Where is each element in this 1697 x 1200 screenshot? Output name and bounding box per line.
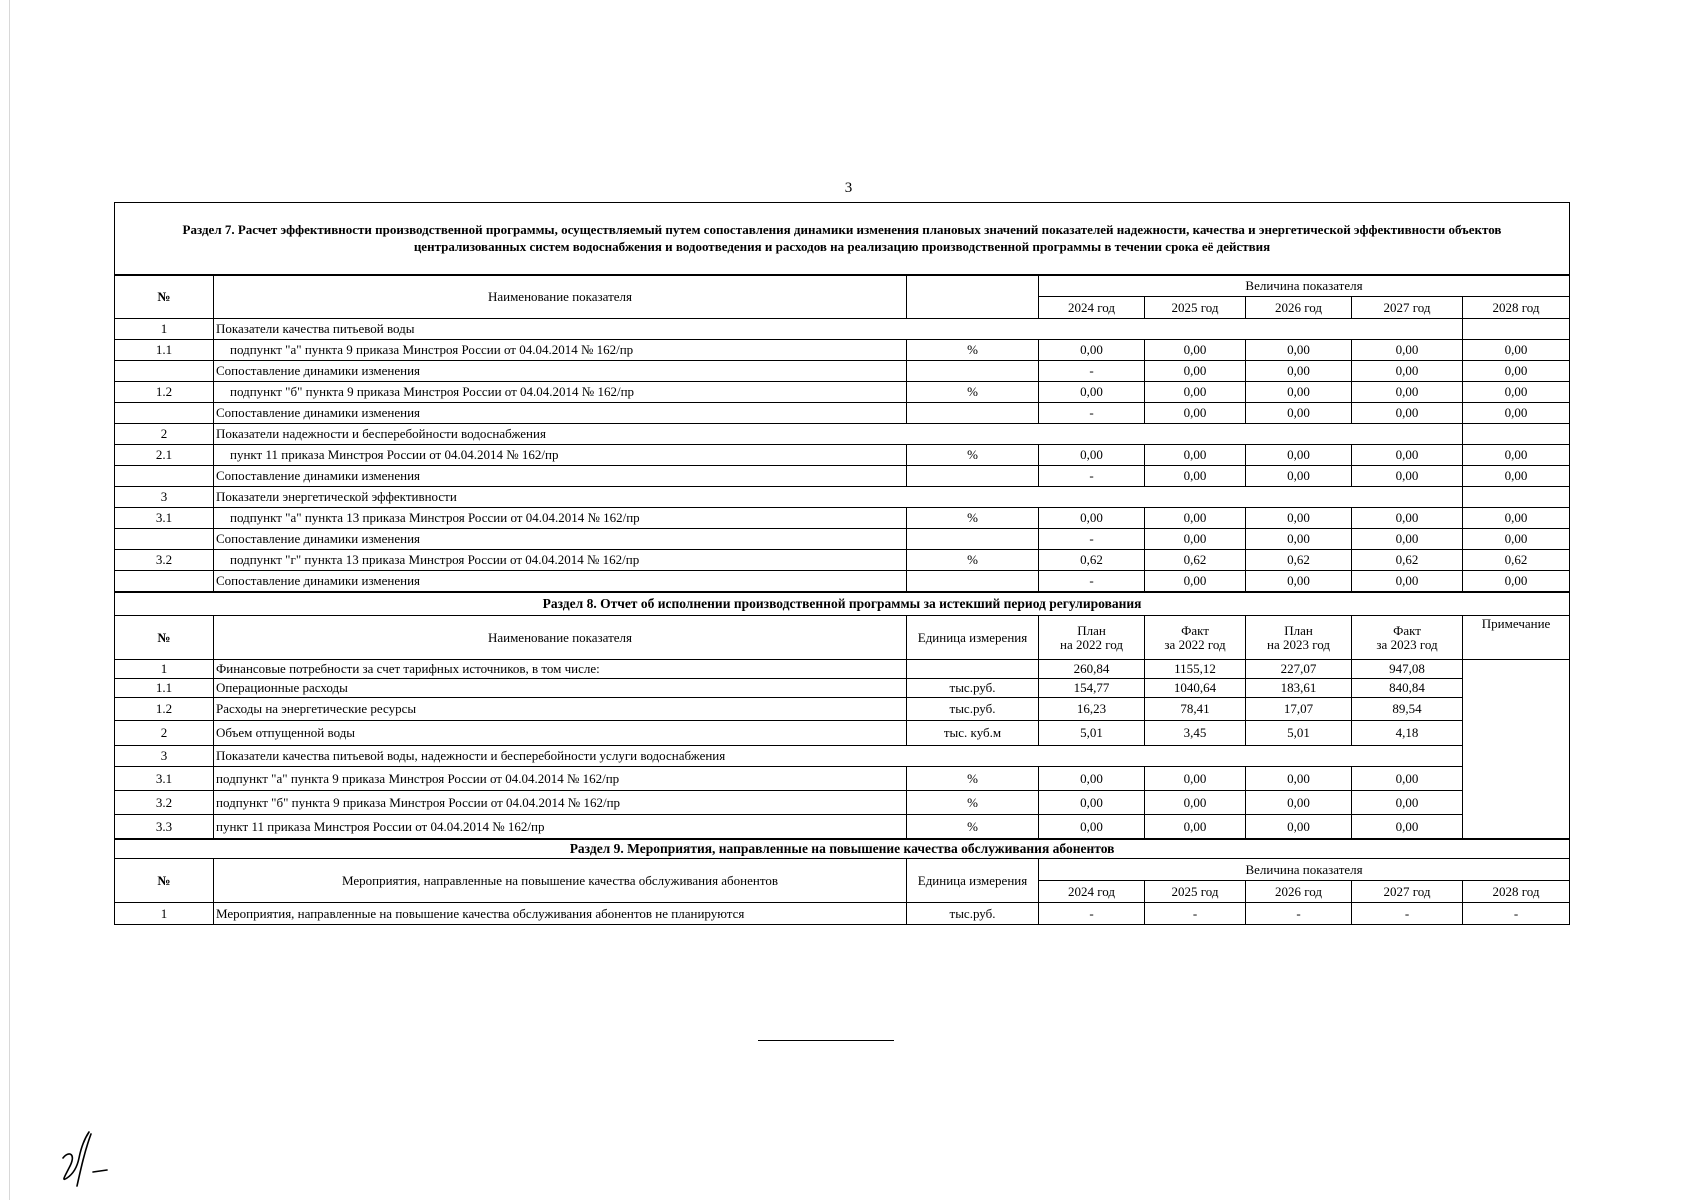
section8-title: Раздел 8. Отчет об исполнении производственной программы за истекший период регулирования xyxy=(115,593,1570,616)
value-cell: 0,00 xyxy=(1039,791,1145,815)
unit-cell: % xyxy=(907,508,1039,529)
section8-header-col xyxy=(1352,616,1463,660)
value-cell: 0,00 xyxy=(1145,767,1246,791)
unit-cell: тыс.руб. xyxy=(907,903,1039,925)
value-cell: 0,00 xyxy=(1246,382,1352,403)
section8-header-col xyxy=(1246,616,1352,660)
section7-header-year: 2026 год xyxy=(1246,297,1352,319)
value-cell: 0,00 xyxy=(1246,466,1352,487)
section7-compare-row xyxy=(115,466,1570,487)
indicator-name: Сопоставление динамики изменения xyxy=(214,529,907,550)
row-number: 3 xyxy=(115,746,214,767)
unit-cell xyxy=(907,571,1039,592)
section7-header-year: 2024 год xyxy=(1039,297,1145,319)
document-body xyxy=(114,202,1569,925)
value-cell: - xyxy=(1039,903,1145,925)
value-cell: 183,61 xyxy=(1246,679,1352,698)
section9-header-year: 2028 год xyxy=(1463,881,1570,903)
section8-item-row xyxy=(115,721,1570,746)
value-cell: - xyxy=(1039,403,1145,424)
section9-header-name: Мероприятия, направленные на повышение качества обслуживания абонентов xyxy=(214,859,907,903)
empty-cell xyxy=(1463,424,1570,445)
value-cell: 0,00 xyxy=(1145,466,1246,487)
row-number: 1 xyxy=(115,903,214,925)
section9-header-year: 2025 год xyxy=(1145,881,1246,903)
section7-title-table xyxy=(114,202,1570,275)
value-cell: 0,00 xyxy=(1352,508,1463,529)
indicator-name: Сопоставление динамики изменения xyxy=(214,403,907,424)
indicator-name: подпункт "г" пункта 13 приказа Минстроя России от 04.04.2014 № 162/пр xyxy=(214,550,907,571)
group-label: Показатели качества питьевой воды, надежности и бесперебойности услуги водоснабжения xyxy=(214,746,1463,767)
value-cell: 0,00 xyxy=(1246,508,1352,529)
section8-group-row xyxy=(115,746,1570,767)
section8-header-col xyxy=(1145,616,1246,660)
value-cell: - xyxy=(1145,903,1246,925)
section7-group-row xyxy=(115,487,1570,508)
value-cell: 0,00 xyxy=(1352,529,1463,550)
section7-header-unit xyxy=(907,276,1039,319)
section8-item-row xyxy=(115,660,1570,679)
section8-header-note: Примечание xyxy=(1463,616,1570,660)
value-cell: 0,00 xyxy=(1145,340,1246,361)
value-cell: 260,84 xyxy=(1039,660,1145,679)
section8-header-unit: Единица измерения xyxy=(907,616,1039,660)
value-cell: 0,00 xyxy=(1039,340,1145,361)
value-cell: 0,00 xyxy=(1145,382,1246,403)
value-cell: 78,41 xyxy=(1145,698,1246,721)
page-number: 3 xyxy=(844,180,853,196)
unit-cell: тыс.руб. xyxy=(907,679,1039,698)
section7-item-row xyxy=(115,550,1570,571)
section7-group-row xyxy=(115,424,1570,445)
section7-header-year: 2028 год xyxy=(1463,297,1570,319)
unit-cell xyxy=(907,529,1039,550)
value-cell: - xyxy=(1352,903,1463,925)
unit-cell: тыс.руб. xyxy=(907,698,1039,721)
row-number xyxy=(115,403,214,424)
indicator-name: Операционные расходы xyxy=(214,679,907,698)
value-cell: - xyxy=(1463,903,1570,925)
value-cell: 0,00 xyxy=(1039,382,1145,403)
header-line: План xyxy=(1284,622,1313,638)
section8-header-no: № xyxy=(115,616,214,660)
section9-table xyxy=(114,839,1570,925)
value-cell: 0,00 xyxy=(1246,529,1352,550)
row-number: 1.2 xyxy=(115,698,214,721)
value-cell: 16,23 xyxy=(1039,698,1145,721)
value-cell: 0,00 xyxy=(1246,445,1352,466)
value-cell: 0,00 xyxy=(1246,571,1352,592)
footer-separator-line xyxy=(758,1040,894,1041)
group-label: Показатели энергетической эффективности xyxy=(214,487,1463,508)
value-cell: 0,00 xyxy=(1246,403,1352,424)
value-cell: 0,00 xyxy=(1246,815,1352,839)
section9-header-value-group: Величина показателя xyxy=(1039,859,1570,881)
value-cell: 0,00 xyxy=(1246,361,1352,382)
value-cell: - xyxy=(1039,571,1145,592)
value-cell: 0,00 xyxy=(1352,815,1463,839)
group-label: Показатели надежности и бесперебойности водоснабжения xyxy=(214,424,1463,445)
section7-header-year: 2025 год xyxy=(1145,297,1246,319)
indicator-name: Расходы на энергетические ресурсы xyxy=(214,698,907,721)
value-cell: 0,00 xyxy=(1352,466,1463,487)
value-cell: 0,00 xyxy=(1463,445,1570,466)
value-cell: 0,00 xyxy=(1145,791,1246,815)
section9-item-row xyxy=(115,903,1570,925)
header-line: Факт xyxy=(1181,622,1209,638)
value-cell: 1040,64 xyxy=(1145,679,1246,698)
section9-title: Раздел 9. Мероприятия, направленные на повышение качества обслуживания абонентов xyxy=(115,840,1570,859)
header-line: на 2022 год xyxy=(1060,636,1123,652)
row-number: 3.3 xyxy=(115,815,214,839)
row-number: 1 xyxy=(115,660,214,679)
value-cell: 0,00 xyxy=(1145,529,1246,550)
indicator-name: подпункт "б" пункта 9 приказа Минстроя России от 04.04.2014 № 162/пр xyxy=(214,791,907,815)
header-line: за 2022 год xyxy=(1164,636,1226,652)
group-label: Показатели качества питьевой воды xyxy=(214,319,1463,340)
value-cell: 0,00 xyxy=(1145,508,1246,529)
unit-cell: % xyxy=(907,340,1039,361)
section9-header-no: № xyxy=(115,859,214,903)
value-cell: 0,00 xyxy=(1352,382,1463,403)
indicator-name: подпункт "а" пункта 13 приказа Минстроя России от 04.04.2014 № 162/пр xyxy=(214,508,907,529)
header-line: за 2023 год xyxy=(1376,636,1438,652)
section8-item-row xyxy=(115,679,1570,698)
section7-compare-row xyxy=(115,529,1570,550)
section8-item-row xyxy=(115,698,1570,721)
section7-item-row xyxy=(115,445,1570,466)
row-number xyxy=(115,571,214,592)
row-number: 3 xyxy=(115,487,214,508)
value-cell: 0,00 xyxy=(1145,571,1246,592)
section9-header-year: 2027 год xyxy=(1352,881,1463,903)
value-cell: 89,54 xyxy=(1352,698,1463,721)
section8-header-col xyxy=(1039,616,1145,660)
value-cell: 0,00 xyxy=(1246,791,1352,815)
section7-item-row xyxy=(115,382,1570,403)
row-number: 2 xyxy=(115,424,214,445)
value-cell: 0,00 xyxy=(1352,767,1463,791)
row-number: 1 xyxy=(115,319,214,340)
unit-cell xyxy=(907,466,1039,487)
empty-cell xyxy=(1463,319,1570,340)
value-cell: 0,62 xyxy=(1145,550,1246,571)
value-cell: 0,00 xyxy=(1463,361,1570,382)
unit-cell: % xyxy=(907,550,1039,571)
value-cell: 0,00 xyxy=(1145,815,1246,839)
measure-name: Мероприятия, направленные на повышение качества обслуживания абонентов не планируются xyxy=(214,903,907,925)
section7-group-row xyxy=(115,319,1570,340)
section9-header-year: 2026 год xyxy=(1246,881,1352,903)
section7-title: Раздел 7. Расчет эффективности производственной программы, осуществляемый путем сопоставления динамики изменения плановых значений показателей надежности, качества и энергетической эффективности объектов централизованных систем водоснабжения и водоотведения и расходов на реализацию производственной программы в течении срока её действия xyxy=(115,203,1570,275)
unit-cell xyxy=(907,361,1039,382)
value-cell: - xyxy=(1246,903,1352,925)
indicator-name: Сопоставление динамики изменения xyxy=(214,466,907,487)
row-number: 1.1 xyxy=(115,679,214,698)
empty-cell xyxy=(1463,487,1570,508)
value-cell: 0,00 xyxy=(1145,403,1246,424)
value-cell: 0,00 xyxy=(1463,382,1570,403)
section7-item-row xyxy=(115,340,1570,361)
value-cell: 0,62 xyxy=(1463,550,1570,571)
row-number: 3.2 xyxy=(115,791,214,815)
row-number: 2 xyxy=(115,721,214,746)
value-cell: 5,01 xyxy=(1039,721,1145,746)
indicator-name: подпункт "а" пункта 9 приказа Минстроя России от 04.04.2014 № 162/пр xyxy=(214,767,907,791)
value-cell: 0,00 xyxy=(1352,340,1463,361)
value-cell: 0,62 xyxy=(1246,550,1352,571)
value-cell: 154,77 xyxy=(1039,679,1145,698)
section7-item-row xyxy=(115,508,1570,529)
section8-item-row xyxy=(115,767,1570,791)
unit-cell: % xyxy=(907,791,1039,815)
value-cell: 0,00 xyxy=(1246,340,1352,361)
value-cell: 0,62 xyxy=(1352,550,1463,571)
value-cell: 0,00 xyxy=(1039,508,1145,529)
header-line: План xyxy=(1077,622,1106,638)
value-cell: 0,62 xyxy=(1039,550,1145,571)
value-cell: 0,00 xyxy=(1352,571,1463,592)
indicator-name: Сопоставление динамики изменения xyxy=(214,571,907,592)
header-line: на 2023 год xyxy=(1267,636,1330,652)
value-cell: 0,00 xyxy=(1463,529,1570,550)
value-cell: 0,00 xyxy=(1463,403,1570,424)
section7-table xyxy=(114,275,1570,592)
section7-header-year: 2027 год xyxy=(1352,297,1463,319)
value-cell: 0,00 xyxy=(1145,361,1246,382)
value-cell: 5,01 xyxy=(1246,721,1352,746)
section7-header-no: № xyxy=(115,276,214,319)
value-cell: 4,18 xyxy=(1352,721,1463,746)
indicator-name: подпункт "а" пункта 9 приказа Минстроя России от 04.04.2014 № 162/пр xyxy=(214,340,907,361)
value-cell: - xyxy=(1039,529,1145,550)
section7-header-value-group: Величина показателя xyxy=(1039,276,1570,297)
unit-cell: % xyxy=(907,445,1039,466)
value-cell: 227,07 xyxy=(1246,660,1352,679)
section7-compare-row xyxy=(115,571,1570,592)
unit-cell: % xyxy=(907,767,1039,791)
value-cell: 0,00 xyxy=(1039,815,1145,839)
value-cell: 0,00 xyxy=(1352,445,1463,466)
row-number xyxy=(115,466,214,487)
unit-cell xyxy=(907,660,1039,679)
value-cell: 17,07 xyxy=(1246,698,1352,721)
value-cell: - xyxy=(1039,361,1145,382)
value-cell: 0,00 xyxy=(1246,767,1352,791)
value-cell: 0,00 xyxy=(1352,791,1463,815)
row-number xyxy=(115,529,214,550)
value-cell: 0,00 xyxy=(1463,340,1570,361)
value-cell: 0,00 xyxy=(1463,466,1570,487)
indicator-name: подпункт "б" пункта 9 приказа Минстроя России от 04.04.2014 № 162/пр xyxy=(214,382,907,403)
row-number: 1.2 xyxy=(115,382,214,403)
row-number: 3.2 xyxy=(115,550,214,571)
indicator-name: пункт 11 приказа Минстроя России от 04.04.2014 № 162/пр xyxy=(214,815,907,839)
value-cell: 0,00 xyxy=(1352,403,1463,424)
indicator-name: Сопоставление динамики изменения xyxy=(214,361,907,382)
row-number: 1.1 xyxy=(115,340,214,361)
section7-compare-row xyxy=(115,403,1570,424)
value-cell: 0,00 xyxy=(1463,508,1570,529)
section8-table xyxy=(114,592,1570,839)
section9-header-year: 2024 год xyxy=(1039,881,1145,903)
header-line: Факт xyxy=(1393,622,1421,638)
unit-cell: % xyxy=(907,382,1039,403)
value-cell: 0,00 xyxy=(1463,571,1570,592)
handwritten-signature xyxy=(55,1128,125,1198)
unit-cell: % xyxy=(907,815,1039,839)
section8-item-row xyxy=(115,815,1570,839)
value-cell: 1155,12 xyxy=(1145,660,1246,679)
value-cell: 0,00 xyxy=(1039,767,1145,791)
section7-header-name: Наименование показателя xyxy=(214,276,907,319)
indicator-name: пункт 11 приказа Минстроя России от 04.04.2014 № 162/пр xyxy=(214,445,907,466)
indicator-name: Финансовые потребности за счет тарифных источников, в том числе: xyxy=(214,660,907,679)
value-cell: 0,00 xyxy=(1352,361,1463,382)
row-number: 2.1 xyxy=(115,445,214,466)
value-cell: - xyxy=(1039,466,1145,487)
unit-cell: тыс. куб.м xyxy=(907,721,1039,746)
value-cell: 0,00 xyxy=(1145,445,1246,466)
note-cell xyxy=(1463,660,1570,839)
value-cell: 947,08 xyxy=(1352,660,1463,679)
section8-header-name: Наименование показателя xyxy=(214,616,907,660)
section8-item-row xyxy=(115,791,1570,815)
value-cell: 3,45 xyxy=(1145,721,1246,746)
value-cell: 840,84 xyxy=(1352,679,1463,698)
row-number: 3.1 xyxy=(115,508,214,529)
section9-header-unit: Единица измерения xyxy=(907,859,1039,903)
unit-cell xyxy=(907,403,1039,424)
row-number xyxy=(115,361,214,382)
section7-compare-row xyxy=(115,361,1570,382)
value-cell: 0,00 xyxy=(1039,445,1145,466)
indicator-name: Объем отпущенной воды xyxy=(214,721,907,746)
row-number: 3.1 xyxy=(115,767,214,791)
